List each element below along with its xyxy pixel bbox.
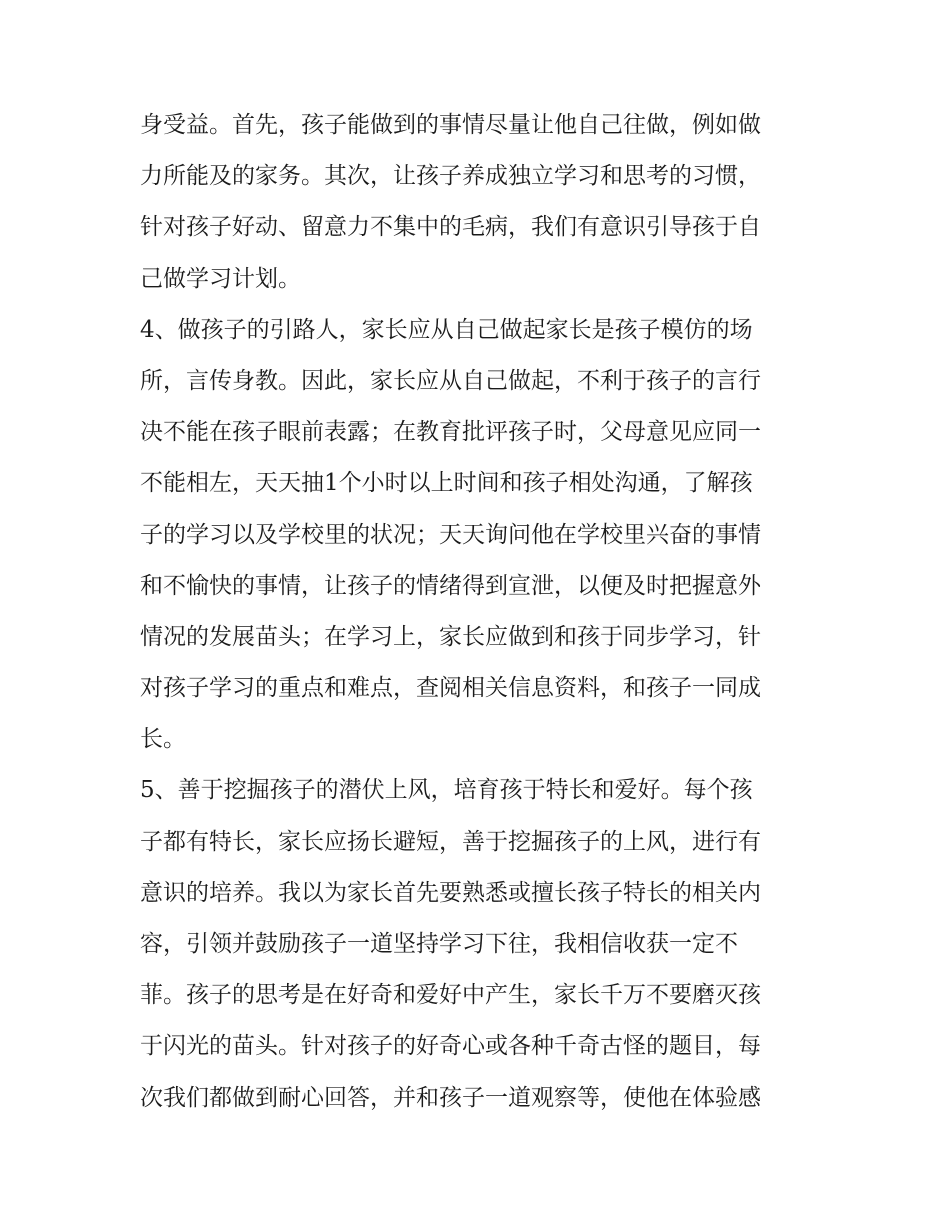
text-line: 5、善于挖掘孩子的潜伏上风，培育孩于特长和爱好。每个孩 [140, 777, 753, 804]
text-line: 针对孩子好动、留意力不集中的毛病，我们有意识引导孩于自 [140, 214, 761, 241]
text-line: 和不愉快的事情，让孩子的情绪得到宣泄，以便及时把握意外 [140, 572, 761, 599]
text-line: 情况的发展苗头；在学习上，家长应做到和孩于同步学习，针 [140, 623, 761, 650]
text-line: 次我们都做到耐心回答，并和孩子一道观察等，使他在体验感 [140, 1084, 761, 1111]
text-line: 子的学习以及学校里的状况；天天询问他在学校里兴奋的事情 [140, 521, 761, 548]
body-text [140, 100, 830, 1124]
text-line: 4、做孩子的引路人，家长应从自己做起家长是孩子模仿的场 [140, 316, 753, 343]
text-line: 所，言传身教。因此，家长应从自己做起，不利于孩子的言行 [140, 367, 761, 394]
text-line: 己做学习计划。 [140, 265, 301, 292]
text-line: 菲。孩子的思考是在好奇和爱好中产生，家长千万不要磨灭孩 [140, 982, 761, 1009]
text-line: 力所能及的家务。其次，让孩子养成独立学习和思考的习惯， [140, 163, 761, 190]
text-line: 长。 [140, 726, 186, 753]
text-line: 容，引领并鼓励孩子一道坚持学习下往，我相信收获一定不 [140, 931, 738, 957]
text-line: 子都有特长，家长应扬长避短，善于挖掘孩子的上风，进行有 [140, 828, 761, 855]
text-line: 于闪光的苗头。针对孩子的好奇心或各种千奇古怪的题目，每 [140, 1033, 761, 1060]
text-line: 对孩子学习的重点和难点，查阅相关信息资料，和孩子一同成 [140, 675, 761, 702]
text-line: 意识的培养。我以为家长首先要熟悉或擅长孩子特长的相关内 [140, 879, 761, 906]
text-line: 决不能在孩子眼前表露；在教育批评孩子时，父母意见应同一 [140, 419, 761, 446]
text-line: 不能相左，天天抽1个小时以上时间和孩子相处沟通，了解孩 [140, 470, 753, 497]
text-line: 身受益。首先，孩子能做到的事情尽量让他自己往做，例如做 [140, 112, 761, 138]
